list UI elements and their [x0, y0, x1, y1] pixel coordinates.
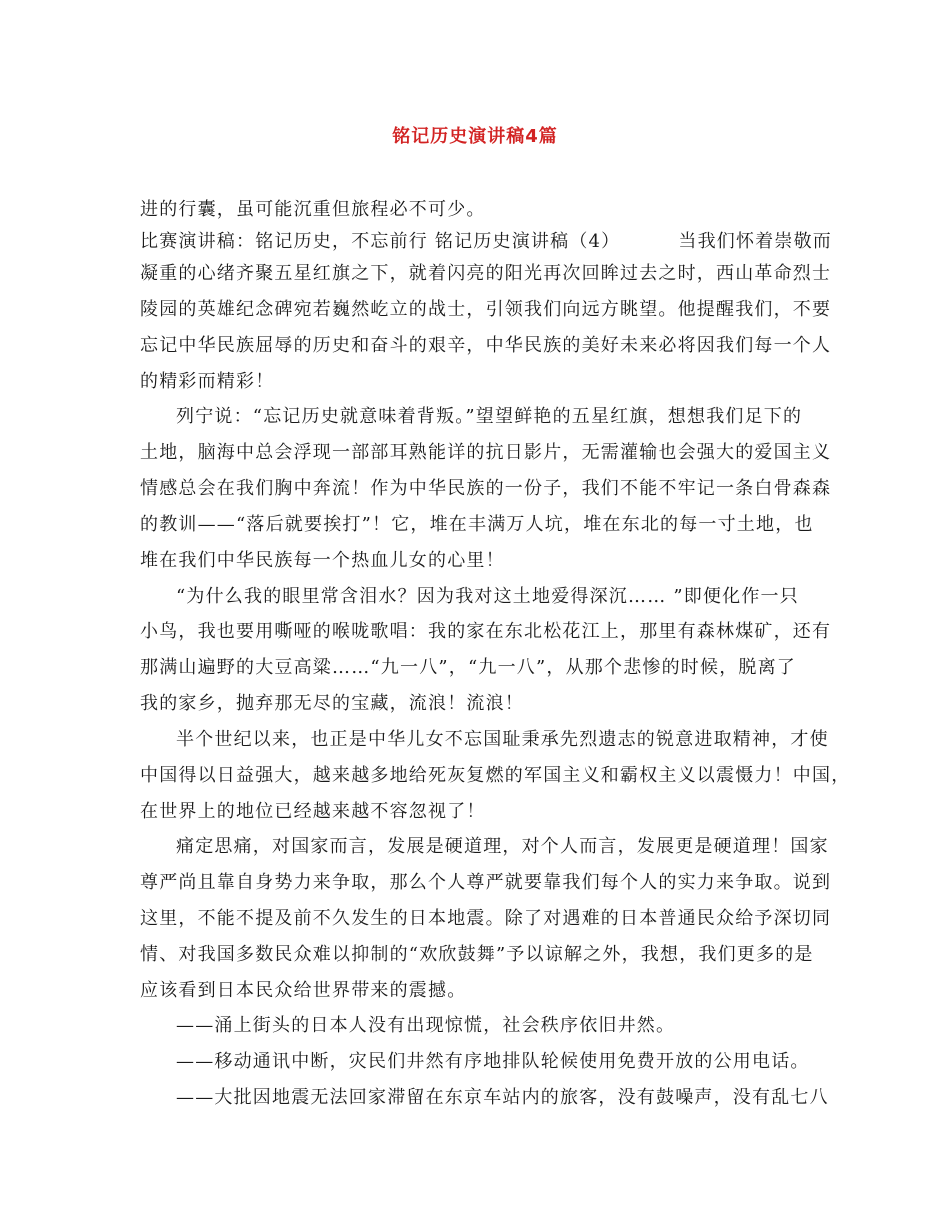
- text-line: 小鸟，我也要用嘶哑的喉咙歌唱：我的家在东北松花江上，那里有森林煤矿，还有: [140, 621, 832, 642]
- text-line: 凝重的心绪齐聚五星红旗之下，就着闪亮的阳光再次回眸过去之时，西山革命烈士: [140, 263, 832, 284]
- text-line: 痛定思痛，对国家而言，发展是硬道理，对个人而言，发展更是硬道理！国家: [176, 836, 829, 857]
- document-title: 铭记历史演讲稿4篇: [392, 126, 558, 147]
- text-line: ——移动通讯中断，灾民们井然有序地排队轮候使用免费开放的公用电话。: [176, 1051, 810, 1072]
- text-line: 半个世纪以来，也正是中华儿女不忘国耻秉承先烈遗志的锐意进取精神，才使: [176, 729, 829, 750]
- text-line: 陵园的英雄纪念碑宛若巍然屹立的战士，引领我们向远方眺望。他提醒我们，不要: [140, 299, 832, 320]
- text-line: “为什么我的眼里常含泪水？因为我对这土地爱得深沉…… ”即便化作一只: [176, 586, 799, 607]
- text-line: 在世界上的地位已经越来越不容忽视了！: [140, 801, 486, 822]
- text-line: 的精彩而精彩！: [140, 371, 275, 392]
- text-line: 那满山遍野的大豆高粱……“九一八”，“九一八”，从那个悲惨的时候，脱离了: [140, 657, 797, 678]
- text-line: 中国得以日益强大，越来越多地给死灰复燃的军国主义和霸权主义以震慑力！中国，: [140, 765, 851, 786]
- text-segment: 当我们怀着崇敬而: [678, 231, 832, 252]
- text-line: 应该看到日本民众给世界带来的震撼。: [140, 980, 467, 1001]
- text-line: 土地，脑海中总会浮现一部部耳熟能详的抗日影片，无需灌输也会强大的爱国主义: [140, 442, 832, 463]
- text-line: [140, 230, 832, 254]
- text-line: 堆在我们中华民族每一个热血儿女的心里！: [140, 550, 505, 571]
- text-line: 的教训——“落后就要挨打”！它，堆在丰满万人坑，堆在东北的每一寸土地，也: [140, 514, 814, 535]
- text-line: ——涌上街头的日本人没有出现惊慌，社会秩序依旧井然。: [176, 1015, 676, 1036]
- text-line: 这里，不能不提及前不久发生的日本地震。除了对遇难的日本普通民众给予深切同: [140, 908, 832, 929]
- text-line: 忘记中华民族屈辱的历史和奋斗的艰辛，中华民族的美好未来必将因我们每一个人: [140, 335, 832, 356]
- text-line: 列宁说：“忘记历史就意味着背叛。”望望鲜艳的五星红旗，想想我们足下的: [176, 406, 803, 427]
- text-line: ——大批因地震无法回家滞留在东京车站内的旅客，没有鼓噪声，没有乱七八: [176, 1087, 829, 1108]
- text-line: 进的行囊，虽可能沉重但旅程必不可少。: [140, 199, 486, 220]
- text-line: 尊严尚且靠自身势力来争取，那么个人尊严就要靠我们每个人的实力来争取。说到: [140, 872, 832, 893]
- text-line: 情、对我国多数民众难以抑制的“欢欣鼓舞”予以谅解之外，我想，我们更多的是: [140, 944, 814, 965]
- text-line: 情感总会在我们胸中奔流！作为中华民族的一份子，我们不能不牢记一条白骨森森: [140, 478, 832, 499]
- text-segment: 比赛演讲稿：铭记历史，不忘前行 铭记历史演讲稿（4）: [140, 231, 621, 252]
- text-line: 我的家乡，抛弃那无尽的宝藏，流浪！流浪！: [140, 693, 524, 714]
